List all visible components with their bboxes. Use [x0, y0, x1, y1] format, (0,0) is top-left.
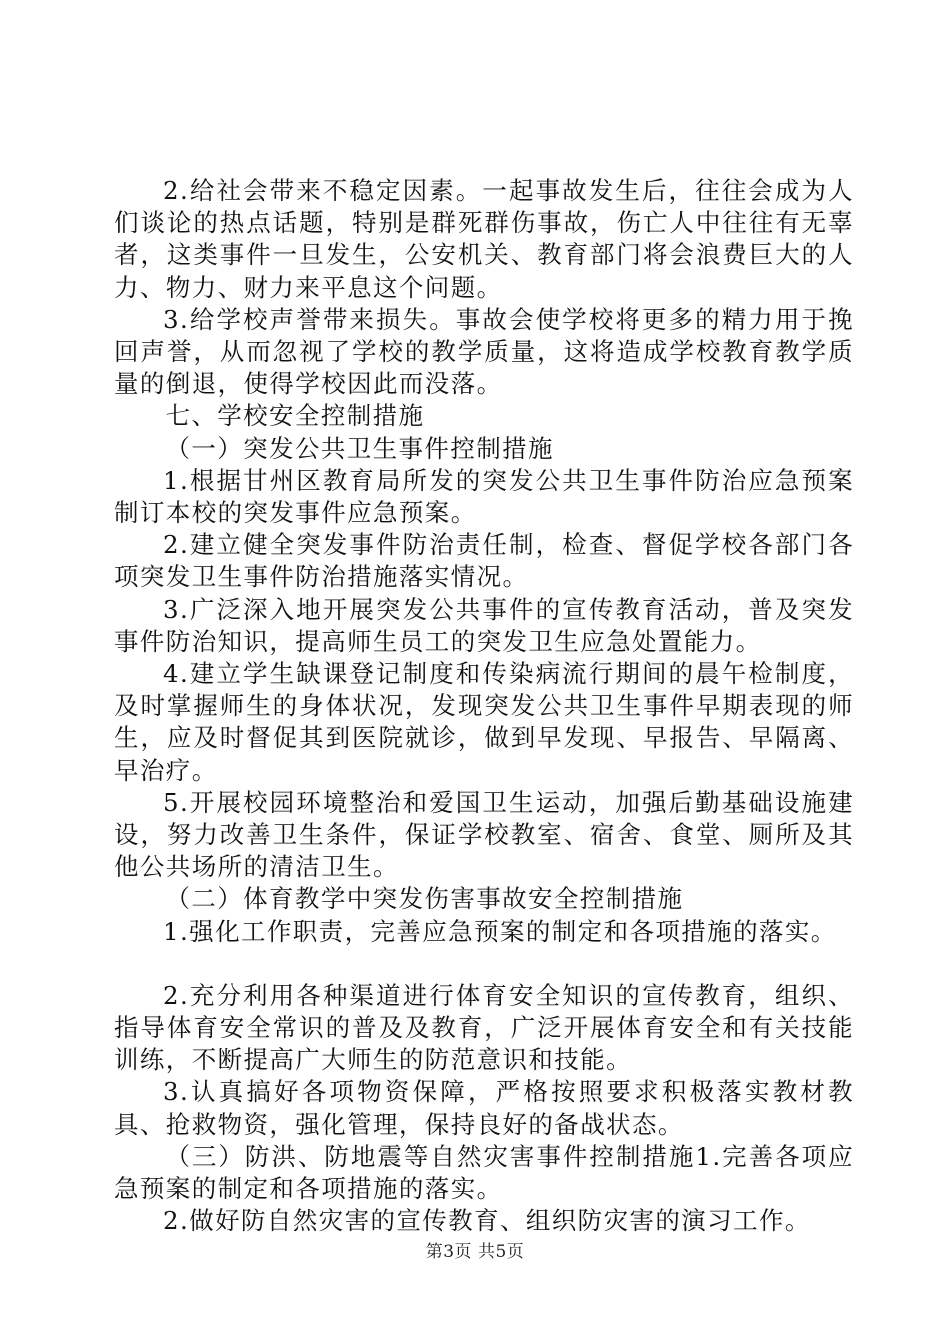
paragraph-health-item-5: 5.开展校园环境整治和爱国卫生运动，加强后勤基础设施建设，努力改善卫生条件，保证学校教室、宿舍、食堂、厕所及其他公共场所的清洁卫生。: [114, 787, 854, 882]
paragraph-disaster-item-2: 2.做好防自然灾害的宣传教育、组织防灾害的演习工作。: [163, 1206, 811, 1236]
subsection-heading-public-health: （一）突发公共卫生事件控制措施: [165, 433, 554, 463]
blank-line: [114, 948, 854, 980]
paragraph-social-instability: 2.给社会带来不稳定因素。一起事故发生后，往往会成为人们谈论的热点话题，特别是群死群伤事故，伤亡人中往往有无辜者，这类事件一旦发生，公安机关、教育部门将会浪费巨大的人力、物力、财力来平息这个问题。: [114, 176, 854, 302]
paragraph-sports-item-2: 2.充分利用各种渠道进行体育安全知识的宣传教育，组织、指导体育安全常识的普及及教育，广泛开展体育安全和有关技能训练，不断提高广大师生的防范意识和技能。: [114, 980, 854, 1075]
paragraph-sports-item-3: 3.认真搞好各项物资保障，严格按照要求积极落实教材教具、抢救物资，强化管理，保持良好的备战状态。: [114, 1077, 854, 1139]
document-body: [114, 175, 854, 1238]
paragraph-sports-item-1: 1.强化工作职责，完善应急预案的制定和各项措施的落实。: [163, 916, 837, 946]
page-footer: 第3页 共5页: [425, 1242, 525, 1262]
paragraph-health-item-4: 4.建立学生缺课登记制度和传染病流行期间的晨午检制度，及时掌握师生的身体状况，发现突发公共卫生事件早期表现的师生，应及时督促其到医院就诊，做到早发现、早报告、早隔离、早治疗。: [114, 659, 854, 785]
paragraph-health-item-2: 2.建立健全突发事件防治责任制，检查、督促学校各部门各项突发卫生事件防治措施落实情况。: [114, 530, 854, 592]
subsection-heading-sports-injury: （二）体育教学中突发伤害事故安全控制措施: [165, 884, 684, 914]
subsection-heading-natural-disaster: （三）防洪、防地震等自然灾害事件控制措施1.完善各项应急预案的制定和各项措施的落实。: [114, 1141, 854, 1204]
paragraph-health-item-3: 3.广泛深入地开展突发公共事件的宣传教育活动，普及突发事件防治知识，提高师生员工的突发卫生应急处置能力。: [114, 594, 854, 656]
paragraph-school-reputation: 3.给学校声誉带来损失。事故会使学校将更多的精力用于挽回声誉，从而忽视了学校的教学质量，这将造成学校教育教学质量的倒退，使得学校因此而没落。: [114, 304, 854, 399]
paragraph-health-item-1: 1.根据甘州区教育局所发的突发公共卫生事件防治应急预案制订本校的突发事件应急预案。: [114, 465, 854, 528]
section-heading-safety-measures: 七、学校安全控制措施: [165, 401, 425, 431]
